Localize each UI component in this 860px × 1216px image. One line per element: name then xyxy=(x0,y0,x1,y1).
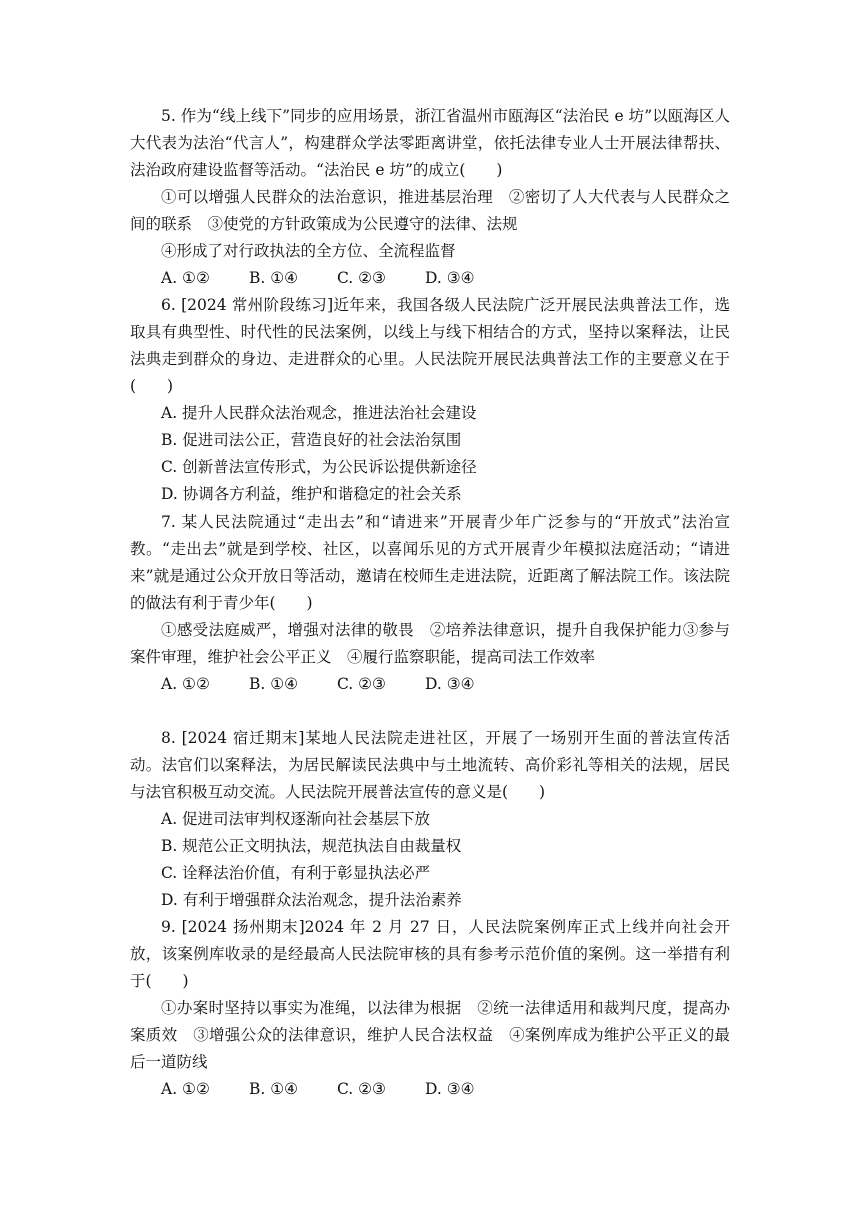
options-row xyxy=(130,265,730,292)
option-c: C. 创新普法宣传形式，为公民诉讼提供新途径 xyxy=(161,458,477,476)
question-stem: 5. 作为“线上线下”同步的应用场景，浙江省温州市瓯海区“法治民 e 坊”以瓯海区人大代表为法治“代言人”，构建群众学法零距离讲堂，依托法律专业人士开展法律帮扶、法治政府建设监督等活动。“法治民 e 坊”的成立( ) xyxy=(130,107,730,179)
option-b: B. ①④ xyxy=(249,675,299,693)
question-stem: 6. [2024 常州阶段练习]近年来，我国各级人民法院广泛开展民法典普法工作，选取具有典型性、时代性的民法案例，以线上与线下相结合的方式，坚持以案释法，让民法典走到群众的身边、走进群众的心里。人民法院开展民法典普法工作的主要意义在于( ) xyxy=(130,296,730,395)
options-row xyxy=(130,671,730,698)
option-a: A. ①② xyxy=(161,675,210,693)
question-6 xyxy=(130,292,730,508)
option-a: A. 促进司法审判权逐渐向社会基层下放 xyxy=(161,810,431,828)
question-statements: ①可以增强人民群众的法治意识，推进基层治理 ②密切了人大代表与人民群众之间的联系 ③使党的方针政策成为公民遵守的法律、法规 xyxy=(130,188,730,233)
options-row xyxy=(130,1076,730,1103)
option-d: D. 有利于增强群众法治观念，提升法治素养 xyxy=(161,891,462,909)
option-b: B. 促进司法公正，营造良好的社会法治氛围 xyxy=(161,431,462,449)
question-stem: 7. 某人民法院通过“走出去”和“请进来”开展青少年广泛参与的“开放式”法治宣教。“走出去”就是到学校、社区，以喜闻乐见的方式开展青少年模拟法庭活动；“请进来”就是通过公众开放日等活动，邀请在校师生走进法院，近距离了解法院工作。该法院的做法有利于青少年( ) xyxy=(130,513,730,612)
option-b: B. ①④ xyxy=(249,269,299,287)
option-c: C. 诠释法治价值，有利于彰显执法必严 xyxy=(161,864,431,882)
option-b: B. ①④ xyxy=(249,1080,299,1098)
question-statements: ①感受法庭威严，增强对法律的敬畏 ②培养法律意识，提升自我保护能力③参与案件审理，维护社会公平正义 ④履行监察职能，提高司法工作效率 xyxy=(130,621,730,666)
option-d: D. 协调各方利益，维护和谐稳定的社会关系 xyxy=(161,485,462,503)
question-7 xyxy=(130,509,730,698)
question-statements: ④形成了对行政执法的全方位、全流程监督 xyxy=(161,242,456,260)
option-d: D. ③④ xyxy=(425,1080,475,1098)
option-b: B. 规范公正文明执法，规范执法自由裁量权 xyxy=(161,837,462,855)
question-stem: 8. [2024 宿迁期末]某地人民法院走进社区，开展了一场别开生面的普法宣传活动。法官们以案释法，为居民解读民法典中与土地流转、高价彩礼等相关的法规，居民与法官积极互动交流。人民法院开展普法宣传的意义是( ) xyxy=(130,729,730,801)
option-d: D. ③④ xyxy=(425,675,475,693)
option-c: C. ②③ xyxy=(337,269,386,287)
option-a: A. 提升人民群众法治观念，推进法治社会建设 xyxy=(161,404,477,422)
option-a: A. ①② xyxy=(161,269,210,287)
question-statements: ①办案时坚持以事实为准绳，以法律为根据 ②统一法律适用和裁判尺度，提高办案质效 ③增强公众的法律意识，维护人民合法权益 ④案例库成为维护公平正义的最后一道防线 xyxy=(130,999,730,1071)
question-5 xyxy=(130,103,730,292)
option-a: A. ①② xyxy=(161,1080,210,1098)
option-c: C. ②③ xyxy=(337,675,386,693)
option-c: C. ②③ xyxy=(337,1080,386,1098)
question-8 xyxy=(130,725,730,914)
option-d: D. ③④ xyxy=(425,269,475,287)
question-stem: 9. [2024 扬州期末]2024 年 2 月 27 日，人民法院案例库正式上线并向社会开放，该案例库收录的是经最高人民法院审核的具有参考示范价值的案例。这一举措有利于( ) xyxy=(130,918,730,990)
question-9 xyxy=(130,914,730,1103)
